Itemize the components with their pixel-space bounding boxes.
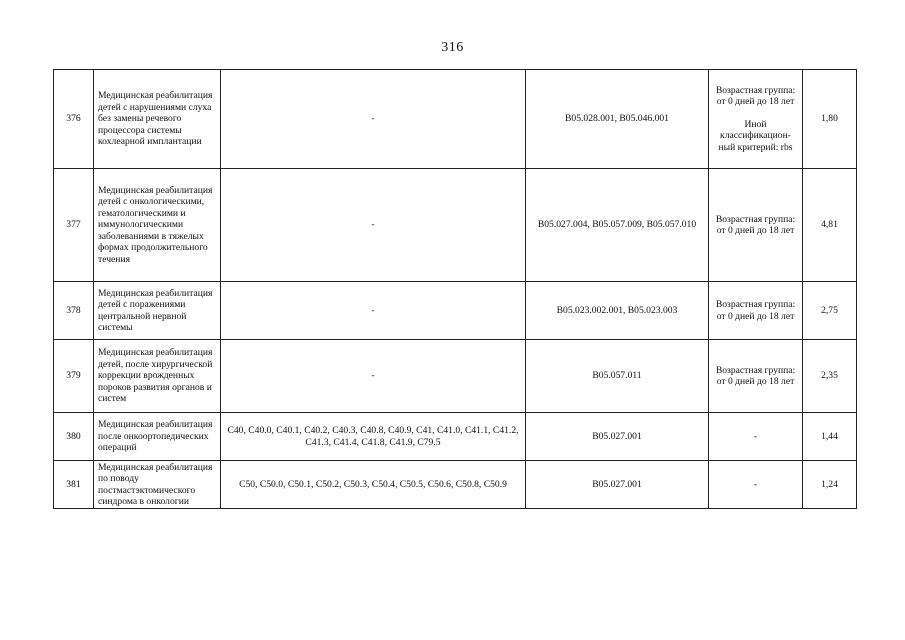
criteria-cell bbox=[709, 70, 803, 169]
service-codes-cell: B05.027.001 bbox=[526, 461, 709, 509]
page-number: 316 bbox=[441, 40, 464, 55]
diagnosis-codes-cell: C40, C40.0, C40.1, C40.2, C40.3, C40.8, C40.9, C41, C41.0, C41.1, C41.2, C41.3, C41.4, C41.8, C41.9, C79.5 bbox=[221, 413, 526, 461]
criteria-text: Возрастная группа: от 0 дней до 18 лет bbox=[715, 213, 796, 236]
criteria-spacer bbox=[713, 108, 798, 119]
table-row bbox=[54, 461, 857, 509]
table-row bbox=[54, 282, 857, 340]
table-row bbox=[54, 169, 857, 282]
service-codes-cell: B05.027.004, B05.057.009, B05.057.010 bbox=[526, 169, 709, 282]
criteria-cell bbox=[709, 413, 803, 461]
criteria-cell bbox=[709, 461, 803, 509]
criteria-cell bbox=[709, 282, 803, 340]
table-row bbox=[54, 413, 857, 461]
row-number-cell: 380 bbox=[54, 413, 94, 461]
criteria-text: Возрастная группа: от 0 дней до 18 лет bbox=[715, 299, 796, 322]
criteria-text: Иной классификацион-ный критерий: rbs bbox=[718, 118, 793, 153]
coefficient-cell: 1,24 bbox=[803, 461, 857, 509]
diagnosis-codes-cell: - bbox=[221, 169, 526, 282]
service-codes-cell: B05.057.011 bbox=[526, 340, 709, 413]
service-codes-cell: B05.023.002.001, B05.023.003 bbox=[526, 282, 709, 340]
diagnosis-codes-cell: - bbox=[221, 70, 526, 169]
row-number-cell: 376 bbox=[54, 70, 94, 169]
group-name-cell: Медицинская реабилитация после онкоортопедических операций bbox=[94, 413, 221, 461]
group-name-cell: Медицинская реабилитация детей, после хирургической коррекции врожденных пороков развития органов и систем bbox=[94, 340, 221, 413]
table-body bbox=[54, 70, 857, 509]
group-name-cell: Медицинская реабилитация детей с онкологическими, гематологическими и иммунологическими заболеваниями в тяжелых формах продолжительного течения bbox=[94, 169, 221, 282]
service-codes-cell: B05.027.001 bbox=[526, 413, 709, 461]
criteria-text: Возрастная группа: от 0 дней до 18 лет bbox=[715, 84, 796, 108]
coefficient-cell: 1,80 bbox=[803, 70, 857, 169]
coefficient-cell: 4,81 bbox=[803, 169, 857, 282]
table-row bbox=[54, 70, 857, 169]
coefficient-cell: 2,35 bbox=[803, 340, 857, 413]
criteria-text: - bbox=[753, 478, 758, 490]
row-number-cell: 381 bbox=[54, 461, 94, 509]
group-name-cell: Медицинская реабилитация детей с поражениями центральной нервной системы bbox=[94, 282, 221, 340]
group-name-cell: Медицинская реабилитация детей с нарушениями слуха без замены речевого процессора системы кохлеарной имплантации bbox=[94, 70, 221, 169]
diagnosis-codes-cell: - bbox=[221, 340, 526, 413]
diagnosis-codes-cell: C50, C50.0, C50.1, C50.2, C50.3, C50.4, C50.5, C50.6, C50.8, C50.9 bbox=[221, 461, 526, 509]
criteria-text: - bbox=[753, 430, 758, 442]
coefficient-cell: 1,44 bbox=[803, 413, 857, 461]
coefficient-cell: 2,75 bbox=[803, 282, 857, 340]
criteria-text: Возрастная группа: от 0 дней до 18 лет bbox=[715, 364, 796, 387]
row-number-cell: 378 bbox=[54, 282, 94, 340]
table-row bbox=[54, 340, 857, 413]
criteria-cell bbox=[709, 169, 803, 282]
service-codes-cell: B05.028.001, B05.046.001 bbox=[526, 70, 709, 169]
diagnosis-codes-cell: - bbox=[221, 282, 526, 340]
tariff-table bbox=[53, 69, 857, 509]
criteria-cell bbox=[709, 340, 803, 413]
row-number-cell: 377 bbox=[54, 169, 94, 282]
group-name-cell: Медицинская реабилитация по поводу постмастэктомического синдрома в онкологии bbox=[94, 461, 221, 509]
row-number-cell: 379 bbox=[54, 340, 94, 413]
